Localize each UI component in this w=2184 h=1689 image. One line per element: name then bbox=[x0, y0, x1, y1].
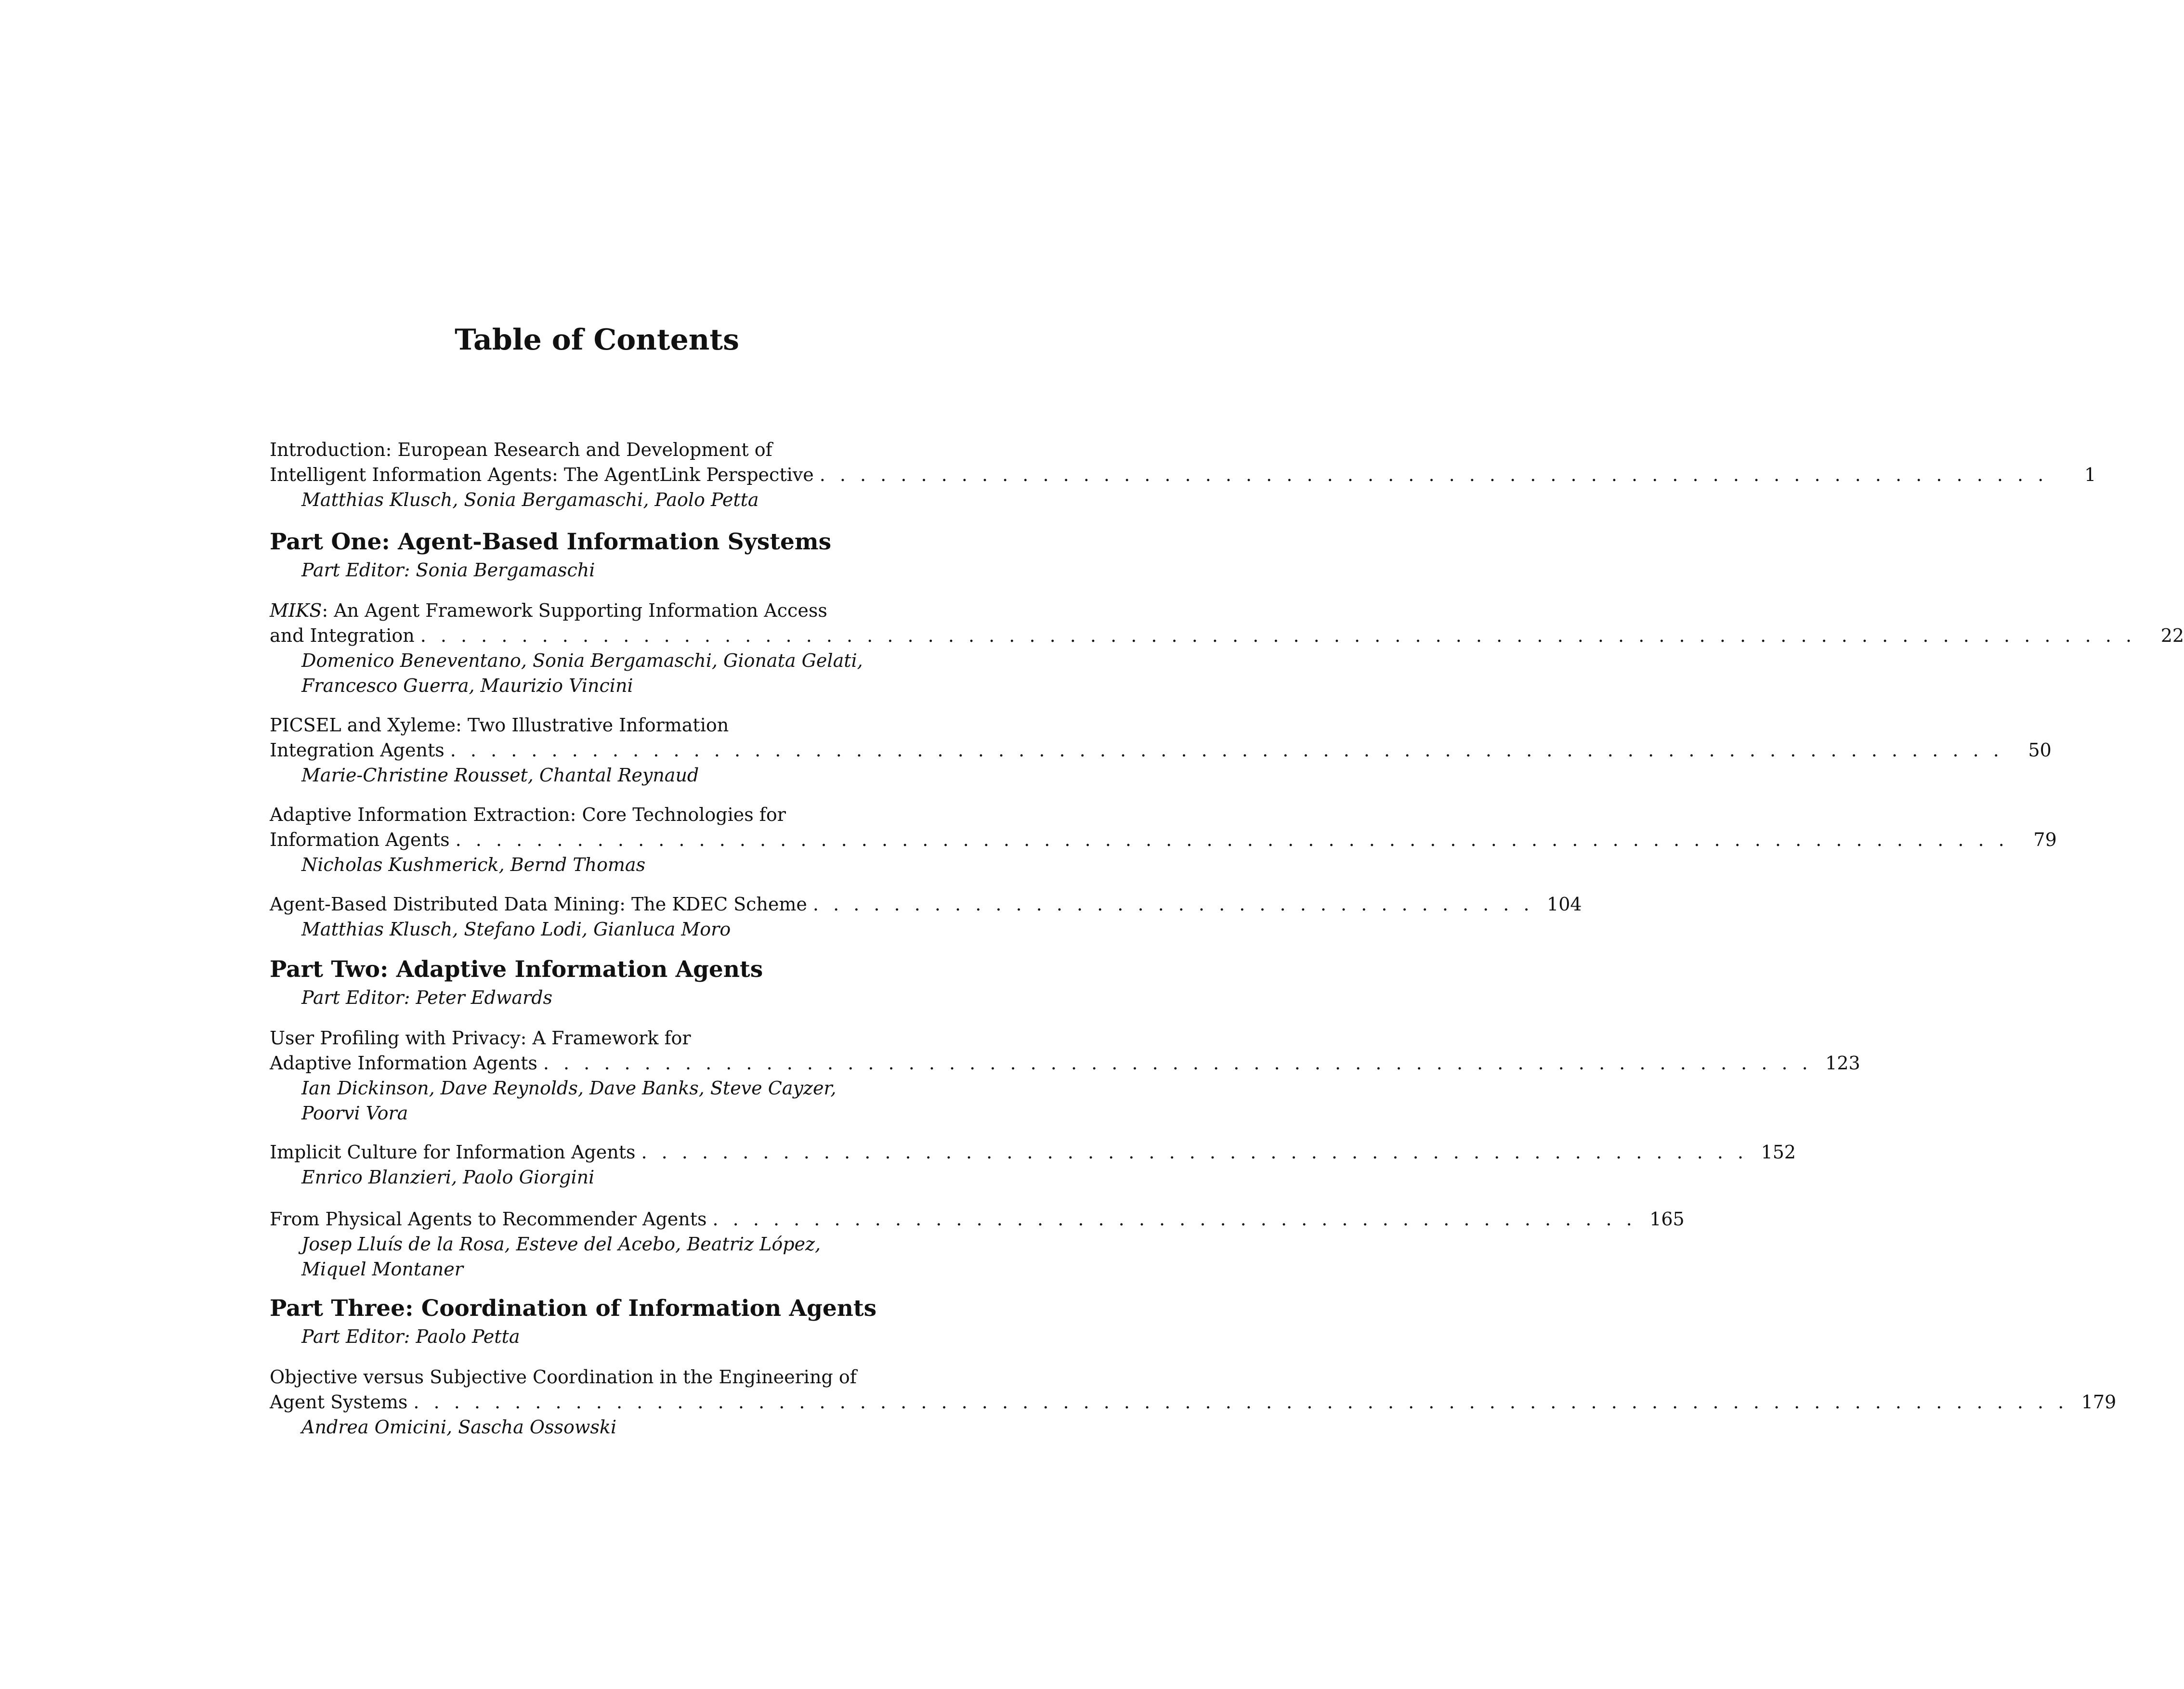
page-number: 79 bbox=[2033, 829, 2057, 850]
page-number: 123 bbox=[1825, 1052, 1860, 1074]
part-two-header bbox=[270, 954, 963, 1010]
dot-leader: . . . . . . . . . . . . . . . . . . . . . . . . . . . . . . . . . . . . . . . . . . . . . . . . . . . . . . . . . . . . . . . . . . . . . . . . . . . . . . . . . . . . . bbox=[420, 625, 2136, 646]
page-number: 50 bbox=[2028, 740, 2052, 761]
entry-title-line-1 bbox=[270, 598, 963, 623]
entry-title-line-1 bbox=[270, 1207, 1685, 1232]
part-three-header bbox=[270, 1293, 963, 1349]
part-editor: Part Editor: Paolo Petta bbox=[301, 1326, 520, 1347]
toc-entry-picsel[interactable] bbox=[270, 713, 2052, 788]
toc-entry-miks[interactable] bbox=[270, 598, 2184, 698]
entry-title-line-2 bbox=[270, 738, 2052, 763]
entry-title-line-2 bbox=[270, 1051, 1860, 1076]
entry-title: PICSEL and Xyleme: Two Illustrative Information bbox=[270, 715, 729, 736]
entry-authors: Francesco Guerra, Maurizio Vincini bbox=[301, 675, 633, 696]
dot-leader: . . . . . . . . . . . . . . . . . . . . . . . . . . . . . . . . . . . . bbox=[812, 894, 1534, 915]
dot-leader: . . . . . . . . . . . . . . . . . . . . . . . . . . . . . . . . . . . . . . . . . . . . . . . . . . . . . . . . . . . . . . . . . . . . . . . . . . . . . bbox=[455, 829, 2009, 850]
entry-title-line-1 bbox=[270, 1140, 1796, 1165]
page-number: 104 bbox=[1547, 894, 1582, 915]
entry-title: Information Agents bbox=[270, 829, 450, 850]
part-heading: Part Three: Coordination of Information Agents bbox=[270, 1295, 877, 1322]
entry-title: Adaptive Information Extraction: Core Technologies for bbox=[270, 804, 786, 825]
part-editor: Part Editor: Sonia Bergamaschi bbox=[301, 559, 595, 581]
entry-title: Introduction: European Research and Development of bbox=[270, 439, 772, 460]
dot-leader: . . . . . . . . . . . . . . . . . . . . . . . . . . . . . . . . . . . . . . . . . . . . . . . . . . . . . . . . . . . . . . . . . . . . . . . . . . . . . . . . . . bbox=[413, 1391, 2068, 1413]
page-number: 152 bbox=[1761, 1142, 1796, 1163]
dot-leader: . . . . . . . . . . . . . . . . . . . . . . . . . . . . . . . . . . . . . . . . . . . . . . bbox=[712, 1208, 1636, 1230]
entry-title-line-2 bbox=[270, 623, 2184, 648]
entry-title-line-1 bbox=[270, 802, 963, 827]
entry-title-line-2 bbox=[270, 827, 2057, 852]
entry-authors: Matthias Klusch, Sonia Bergamaschi, Paolo Petta bbox=[301, 489, 759, 510]
entry-title-line-1 bbox=[270, 713, 963, 738]
entry-authors: Josep Lluís de la Rosa, Esteve del Acebo, Beatriz López, bbox=[301, 1234, 821, 1255]
toc-entry-introduction[interactable] bbox=[270, 437, 2096, 512]
entry-authors: Nicholas Kushmerick, Bernd Thomas bbox=[301, 854, 646, 875]
entry-title: User Profiling with Privacy: A Framework for bbox=[270, 1027, 691, 1049]
page-number: 1 bbox=[2084, 464, 2096, 485]
entry-title-italic: MIKS bbox=[270, 600, 322, 621]
entry-title: Agent Systems bbox=[270, 1391, 408, 1413]
entry-title: Intelligent Information Agents: The AgentLink Perspective bbox=[270, 464, 814, 485]
page-number: 22 bbox=[2160, 625, 2184, 646]
toc-entry-user-profiling[interactable] bbox=[270, 1026, 1860, 1126]
entry-authors: Ian Dickinson, Dave Reynolds, Dave Banks, Steve Cayzer, bbox=[301, 1078, 837, 1099]
entry-title-line-1 bbox=[270, 437, 963, 462]
entry-title: Objective versus Subjective Coordination in the Engineering of bbox=[270, 1366, 857, 1388]
part-heading: Part One: Agent-Based Information Systems bbox=[270, 529, 832, 555]
toc-entry-physical-agents[interactable] bbox=[270, 1207, 1685, 1282]
toc-entry-adaptive-extraction[interactable] bbox=[270, 802, 2057, 877]
page-title: Table of Contents bbox=[455, 323, 739, 357]
entry-authors: Poorvi Vora bbox=[301, 1103, 408, 1124]
entry-title-line-2 bbox=[270, 462, 2096, 487]
entry-authors: Miquel Montaner bbox=[301, 1259, 463, 1280]
entry-title: From Physical Agents to Recommender Agents bbox=[270, 1208, 707, 1230]
part-heading: Part Two: Adaptive Information Agents bbox=[270, 956, 763, 983]
entry-title: Agent-Based Distributed Data Mining: The KDEC Scheme bbox=[270, 894, 807, 915]
dot-leader: . . . . . . . . . . . . . . . . . . . . . . . . . . . . . . . . . . . . . . . . . . . . . . . . . . . . . . . . . . . . . . . . . . . . . . . . . . . . . bbox=[450, 740, 2003, 761]
entry-authors: Domenico Beneventano, Sonia Bergamaschi, Gionata Gelati, bbox=[301, 650, 863, 671]
entry-title-line-1 bbox=[270, 1364, 963, 1390]
entry-title: and Integration bbox=[270, 625, 415, 646]
entry-title-rest: : An Agent Framework Supporting Information Access bbox=[322, 600, 827, 621]
entry-authors: Matthias Klusch, Stefano Lodi, Gianluca Moro bbox=[301, 919, 731, 940]
entry-title-line-1 bbox=[270, 892, 1582, 917]
entry-authors: Andrea Omicini, Sascha Ossowski bbox=[301, 1416, 617, 1438]
entry-authors: Marie-Christine Rousset, Chantal Reynaud bbox=[301, 765, 699, 786]
dot-leader: . . . . . . . . . . . . . . . . . . . . . . . . . . . . . . . . . . . . . . . . . . . . . . . . . . . . . . . . . . . . . bbox=[819, 464, 2048, 485]
toc-entry-coordination[interactable] bbox=[270, 1364, 2117, 1440]
entry-authors: Enrico Blanzieri, Paolo Giorgini bbox=[301, 1167, 595, 1188]
part-one-header bbox=[270, 527, 963, 583]
entry-title bbox=[270, 598, 827, 623]
page-number: 179 bbox=[2081, 1391, 2117, 1413]
entry-title: Integration Agents bbox=[270, 740, 445, 761]
entry-title: Adaptive Information Agents bbox=[270, 1052, 537, 1074]
part-editor: Part Editor: Peter Edwards bbox=[301, 987, 553, 1008]
entry-title: Implicit Culture for Information Agents bbox=[270, 1142, 636, 1163]
toc-entry-implicit-culture[interactable] bbox=[270, 1140, 1796, 1190]
dot-leader: . . . . . . . . . . . . . . . . . . . . . . . . . . . . . . . . . . . . . . . . . . . . . . . . . . . . . . . . . . . . . . . bbox=[543, 1052, 1812, 1074]
page-number: 165 bbox=[1649, 1208, 1685, 1230]
entry-title-line-1 bbox=[270, 1026, 963, 1051]
entry-title-line-2 bbox=[270, 1390, 2117, 1415]
toc-entry-kdec[interactable] bbox=[270, 892, 1582, 942]
dot-leader: . . . . . . . . . . . . . . . . . . . . . . . . . . . . . . . . . . . . . . . . . . . . . . . . . . . . . . . bbox=[641, 1142, 1748, 1163]
